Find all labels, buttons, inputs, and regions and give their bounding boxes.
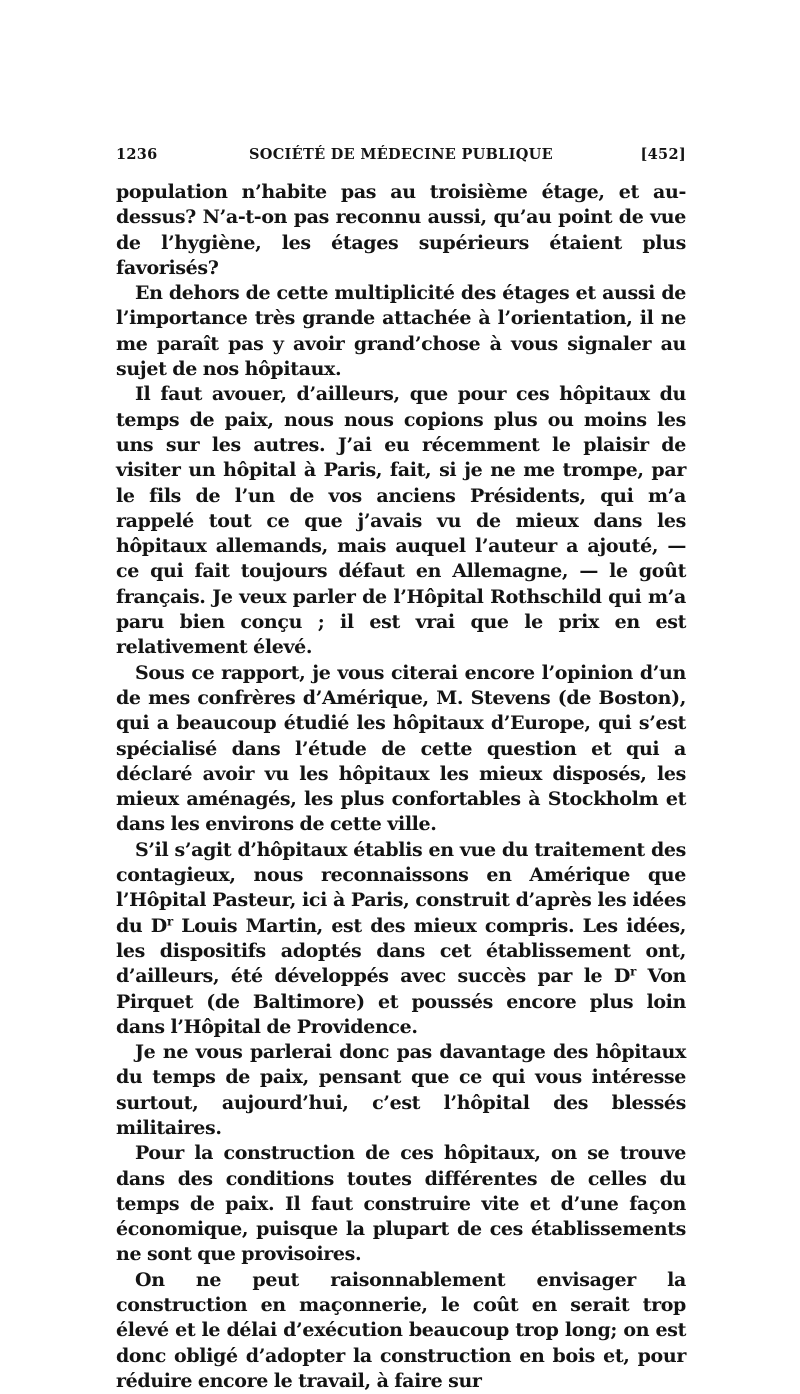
paragraph-construction-conditions: Pour la construction de ces hôpitaux, on se trouve dans des conditions toutes différentes de celles du temps de paix. Il faut construire vite et d’une façon économique, puisque la plupart de ces établissements ne sont que provisoires. [116,1142,686,1266]
body-text [116,180,686,1394]
paragraph-wood-construction: On ne peut raisonnablement envisager la construction en maçonnerie, le coût en serait trop élevé et le délai d’exécution beaucoup trop long; on est donc obligé d’adopter la construction en bois et, pour réduire encore le travail, à faire sur [116,1268,686,1392]
paragraph-orientation: En dehors de cette multiplicité des étages et aussi de l’importance très grande attachée à l’orientation, il ne me paraît pas y avoir grand’chose à vous signaler au sujet de nos hôpitaux. [116,282,686,381]
paragraph-contagious-hospitals [116,838,686,1040]
paragraph-peace-hospitals: Il faut avouer, d’ailleurs, que pour ces hôpitaux du temps de paix, nous nous copions plus ou moins les uns sur les autres. J’ai eu récemment le plaisir de visiter un hôpital à Paris, fait, si je ne me trompe, par le fils de l’un de vos anciens Présidents, qui m’a rappelé tout ce que j’avais vu de mieux dans les hôpitaux allemands, mais auquel l’auteur a ajouté, — ce qui fait toujours défaut en Allemagne, — le goût français. Je veux parler de l’Hôpital Rothschild qui m’a paru bien conçu ; il est vrai que le prix en est relativement élevé. [116,383,686,659]
page-number: 1236 [116,146,158,163]
paragraph-stevens-opinion: Sous ce rapport, je vous citerai encore l’opinion d’un de mes confrères d’Amérique, M. Stevens (de Boston), qui a beaucoup étudié les hôpitaux d’Europe, qui s’est spécialisé dans l’étude de cette question et qui a déclaré avoir vu les hôpitaux les mieux disposés, les mieux aménagés, les plus confortables à Stockholm et dans les environs de cette ville. [116,661,686,836]
superscript-abbrev: r [166,914,173,929]
paragraph-text-part: Louis Martin, est des mieux compris. Les idées, les dispositifs adoptés dans cet établissement ont, d’ailleurs, été développés avec succès par le D [116,914,686,988]
paragraph-text-part: S’il s’agit d’hôpitaux établis en vue du traitement des contagieux, nous reconnaissons en Amérique que l’Hôpital Pasteur, ici à Paris, construit d’après les idées du D [116,838,686,937]
running-title: SOCIÉTÉ DE MÉDECINE PUBLIQUE [249,146,553,163]
paragraph-text-part: Von Pirquet (de Baltimore) et poussés encore plus loin dans l’Hôpital de Providence. [116,965,686,1038]
paragraph-military-hospitals: Je ne vous parlerai donc pas davantage des hôpitaux du temps de paix, pensant que ce qui vous intéresse surtout, aujourd’hui, c’est l’hôpital des blessés militaires. [116,1041,686,1139]
superscript-abbrev: r [630,964,636,979]
paragraph-continuation: population n’habite pas au troisième étage, et au-dessus? N’a-t-on pas reconnu aussi, qu’au point de vue de l’hygiène, les étages supérieurs étaient plus favorisés? [116,181,686,279]
running-header [116,146,686,170]
bracket-page-number: [452] [640,146,686,163]
